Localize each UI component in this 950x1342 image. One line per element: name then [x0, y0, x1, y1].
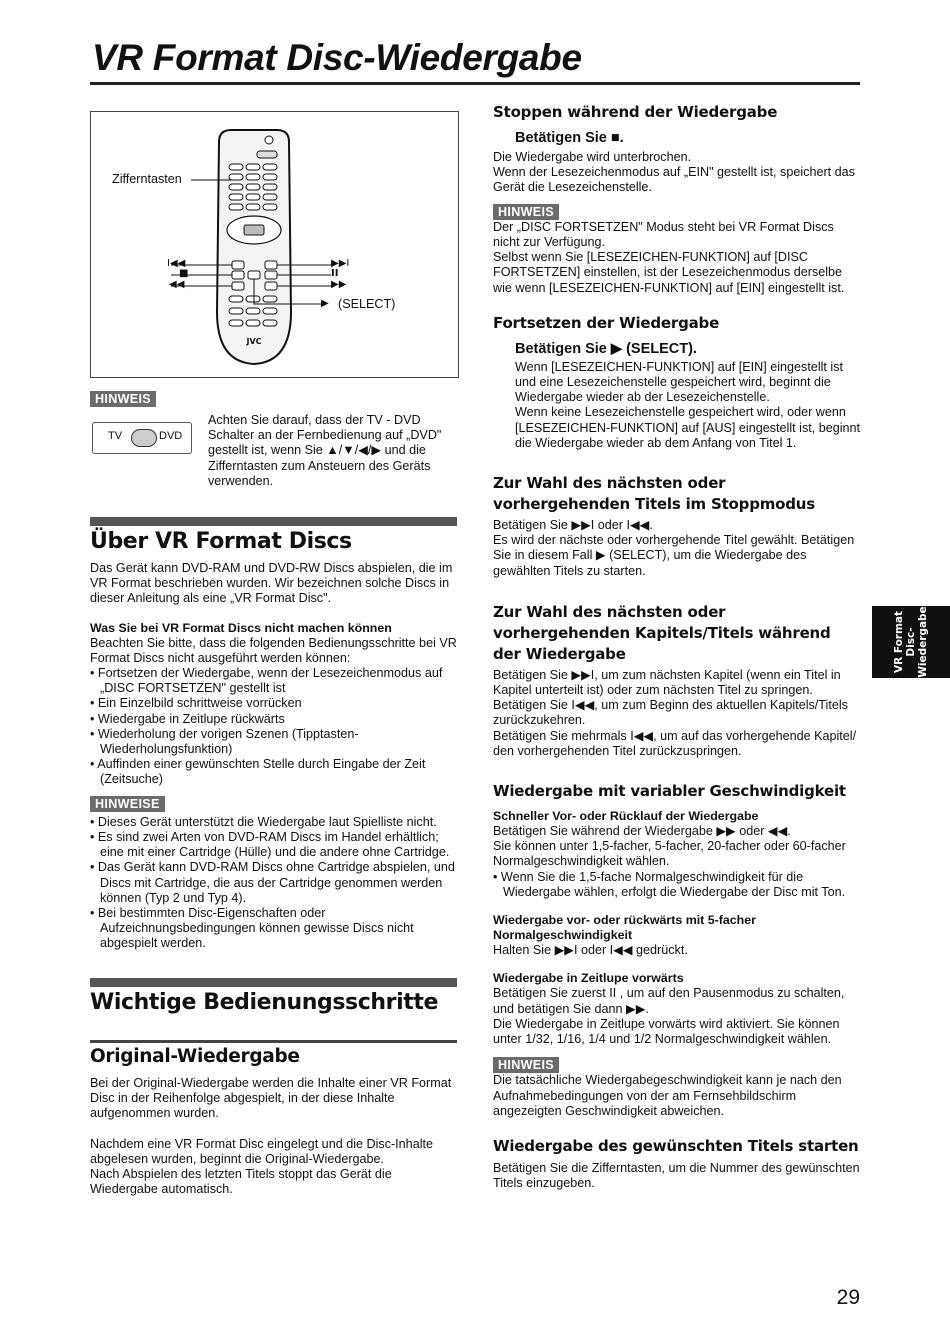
list-item: • Wiedergabe in Zeitlupe rückwärts — [90, 711, 285, 726]
remote-key — [246, 174, 260, 180]
page-title: VR Format Disc-Wiedergabe — [92, 37, 582, 78]
list-item: • Es sind zwei Arten von DVD-RAM Discs im Handel erhältlich; eine mit einer Cartridge (Hülle) und die andere ohne Cartridge. — [90, 830, 450, 860]
side-tab-line: VR Format — [893, 610, 905, 674]
side-tab — [872, 606, 950, 678]
paragraph: Wenn [LESEZEICHEN-FUNKTION] auf [EIN] eingestellt ist und eine Lesezeichenstelle gespeichert wird, beginnt die Wiedergabe wieder ab der Lesezeichenstelle. — [515, 359, 844, 405]
list-item: • Fortsetzen der Wiedergabe, wenn der Lesezeichenmodus auf „DISC FORTSETZEN" gestellt ist — [90, 666, 443, 696]
note-badge: HINWEIS — [90, 391, 156, 407]
transport-prev-button — [232, 261, 244, 269]
notes-badge: HINWEISE — [90, 796, 165, 812]
heading-variable-speed: Wiedergabe mit variabler Geschwindigkeit — [493, 782, 846, 801]
remote-key — [229, 296, 243, 302]
bullet: • Wenn Sie die 1,5-fache Normalgeschwindigkeit für die Wiedergabe wählen, erfolgt die Wiedergabe der Disc mit Ton. — [493, 869, 846, 899]
remote-figure — [90, 111, 459, 378]
transport-rew-button — [232, 282, 244, 290]
remote-key — [246, 296, 260, 302]
transport-next-button — [265, 261, 277, 269]
list-item: • Ein Einzelbild schrittweise vorrücken — [90, 696, 302, 711]
paragraph: Betätigen Sie die Zifferntasten, um die Nummer des gewünschten Titels einzugeben. — [493, 1160, 860, 1191]
transport-ff-button — [265, 282, 277, 290]
icon-stop: ■ — [179, 268, 189, 279]
note-text: Achten Sie darauf, dass der TV - DVD Schalter an der Fernbedienung auf „DVD" gestellt ist, wenn Sie ▲/▼/◀/▶ und die Zifferntasten zum Ansteuern des Geräts verwenden. — [208, 413, 442, 488]
paragraph: Betätigen Sie während der Wiedergabe ▶▶ oder ◀◀. — [493, 824, 791, 839]
section-title: Wichtige Bedienungsschritte — [90, 990, 438, 1015]
note-text: Selbst wenn Sie [LESEZEICHEN-FUNKTION] auf [DISC FORTSETZEN] einstellen, ist der Lesezeichenmodus derselbe wie wenn [LESEZEICHEN-FUNKTION] auf [EIN] eingestellt ist. — [493, 250, 845, 295]
paragraph: Betätigen Sie I◀◀, um zum Beginn des aktuellen Kapitels/Titels zurückzukehren. — [493, 698, 848, 728]
paragraph: Die Wiedergabe in Zeitlupe vorwärts wird aktiviert. Sie können unter 1/32, 1/16, 1/4 und 1/2 Normalgeschwindigkeit wählen. — [493, 1016, 840, 1046]
icon-pause: II — [331, 268, 339, 279]
paragraph: Bei der Original-Wiedergabe werden die Inhalte einer VR Format Disc in der Reihenfolge abgespielt, in der diese Inhalte aufgenommen wurden. — [90, 1076, 452, 1121]
remote-key — [246, 308, 260, 314]
limitations-list — [90, 666, 462, 788]
tv-dvd-switch — [257, 151, 277, 158]
subheading: Schneller Vor- oder Rücklauf der Wiedergabe — [493, 809, 759, 824]
paragraph: Die Wiedergabe wird unterbrochen. — [493, 150, 692, 164]
right-column — [493, 103, 863, 1191]
subheading-text: Beachten Sie bitte, dass die folgenden Bedienungsschritte bei VR Format Discs nicht ausgeführt werden können: — [90, 635, 457, 665]
list-item: • Dieses Gerät unterstützt die Wiedergabe laut Spielliste nicht. — [90, 814, 437, 829]
subsection-rule — [90, 1040, 457, 1043]
paragraph: Sie können unter 1,5-facher, 5-facher, 20-facher oder 60-facher Normalgeschwindigkeit wählen. — [493, 839, 846, 869]
subheading: Wiedergabe vor- oder rückwärts mit 5-facher Normalgeschwindigkeit — [493, 913, 756, 943]
remote-key — [246, 320, 260, 326]
subsection-title: Original-Wiedergabe — [90, 1046, 300, 1067]
transport-stop-button — [232, 271, 244, 279]
brand-logo: JVC — [246, 337, 262, 346]
remote-key — [229, 174, 243, 180]
remote-illustration — [91, 112, 458, 377]
subheading: Wiedergabe in Zeitlupe vorwärts — [493, 971, 684, 986]
transport-play-button — [248, 271, 260, 279]
side-tab-line: Disc- — [905, 627, 917, 657]
lower-keys — [229, 296, 277, 326]
section-bar — [90, 978, 457, 987]
remote-key — [229, 184, 243, 190]
icon-play: ▶ — [321, 298, 329, 309]
intro-text: Das Gerät kann DVD-RAM und DVD-RW Discs abspielen, die im VR Format beschrieben wurden. Wir bezeichnen solche Discs in dieser Anleitung als eine „VR Format Disc". — [90, 561, 453, 606]
remote-key — [246, 184, 260, 190]
paragraph: Es wird der nächste oder vorhergehende Titel gewählt. Betätigen Sie in diesem Fall ▶ (SELECT), um die Wiedergabe des gewählten Titels zu starten. — [493, 533, 855, 578]
label-select: (SELECT) — [338, 297, 396, 311]
remote-key — [263, 308, 277, 314]
section-vr-format-body — [90, 561, 462, 952]
heading-select-play: Zur Wahl des nächsten oder vorhergehenden Kapitels/Titels während der Wiedergabe — [493, 602, 831, 663]
title-rule — [90, 82, 860, 85]
icon-ff: ▶▶ — [331, 279, 347, 290]
power-button — [265, 136, 273, 144]
note-tv-dvd — [90, 390, 460, 488]
remote-key — [229, 194, 243, 200]
tv-dvd-switch-diagram — [92, 422, 192, 454]
remote-key — [263, 194, 277, 200]
remote-key — [263, 296, 277, 302]
heading-resume: Fortsetzen der Wiedergabe — [493, 313, 720, 332]
paragraph: Betätigen Sie ▶▶I, um zum nächsten Kapitel (wenn ein Titel in Kapitel unterteilt ist) oder zum nächsten Titel zu springen. — [493, 667, 841, 698]
transport-pause-button — [265, 271, 277, 279]
remote-key — [263, 204, 277, 210]
paragraph: Wenn keine Lesezeichenstelle gespeichert wird, oder wenn [LESEZEICHEN-FUNKTION] auf [AUS] eingestellt ist, beginnt die Wiedergabe wieder ab dem Anfang von Titel 1. — [515, 405, 861, 450]
remote-key — [229, 308, 243, 314]
action-stop: Betätigen Sie ■. — [515, 130, 624, 146]
heading-select-stop: Zur Wahl des nächsten oder vorhergehenden Titels im Stoppmodus — [493, 474, 816, 514]
icon-next: ▶▶I — [331, 258, 350, 269]
subheading: Was Sie bei VR Format Discs nicht machen können — [90, 620, 392, 635]
side-tab-line: Wiedergabe — [917, 606, 929, 678]
section-bar — [90, 517, 457, 526]
original-playback-body — [90, 1076, 462, 1197]
enter-button — [244, 225, 264, 235]
icon-prev: I◀◀ — [167, 258, 186, 269]
note-text: Der „DISC FORTSETZEN" Modus steht bei VR Format Discs nicht zur Verfügung. — [493, 219, 834, 250]
switch-label-dvd: DVD — [159, 430, 183, 442]
heading-desired-title: Wiedergabe des gewünschten Titels starten — [493, 1136, 859, 1155]
paragraph: Betätigen Sie mehrmals I◀◀, um auf das vorhergehende Kapitel/ den vorhergehenden Titel zurückzuspringen. — [493, 728, 857, 758]
page-number: 29 — [836, 1286, 860, 1309]
remote-key — [263, 184, 277, 190]
heading-stop: Stoppen während der Wiedergabe — [493, 103, 778, 121]
list-item: • Das Gerät kann DVD-RAM Discs ohne Cartridge abspielen, und Discs mit Cartridge, die aus der Cartridge genommen werden können (Typ 2 und Typ 4). — [90, 860, 455, 905]
list-item: • Wiederholung der vorigen Szenen (Tipptasten-Wiederholungsfunktion) — [90, 726, 359, 757]
note-badge: HINWEIS — [493, 1057, 559, 1073]
paragraph: Nach Abspielen des letzten Titels stoppt das Gerät die Wiedergabe automatisch. — [90, 1167, 392, 1197]
switch-slider — [131, 429, 157, 447]
remote-key — [229, 320, 243, 326]
remote-key — [263, 174, 277, 180]
paragraph: Wenn der Lesezeichenmodus auf „EIN" gestellt ist, speichert das Gerät die Lesezeichenstelle. — [493, 165, 855, 195]
paragraph: Nachdem eine VR Format Disc eingelegt und die Disc-Inhalte abgelesen wurden, beginnt die Original-Wiedergabe. — [90, 1136, 433, 1166]
paragraph: Halten Sie ▶▶I oder I◀◀ gedrückt. — [493, 943, 688, 958]
remote-key — [263, 164, 277, 170]
label-numkeys: Zifferntasten — [112, 172, 182, 186]
list-item: • Auffinden einer gewünschten Stelle durch Eingabe der Zeit (Zeitsuche) — [90, 757, 426, 787]
switch-label-tv: TV — [108, 430, 123, 442]
notes-list — [90, 815, 462, 952]
remote-key — [263, 320, 277, 326]
note-text: Die tatsächliche Wiedergabegeschwindigkeit kann je nach den Aufnahmebedingungen von der am Fernsehbildschirm angezeigten Geschwindigkeit abweichen. — [493, 1073, 842, 1118]
remote-key — [229, 164, 243, 170]
icon-rew: ◀◀ — [169, 279, 185, 290]
list-item: • Bei bestimmten Disc-Eigenschaften oder Aufzeichnungsbedingungen können gewisse Discs nicht abgespielt werden. — [90, 906, 414, 951]
action-resume: Betätigen Sie ▶ (SELECT). — [515, 340, 697, 357]
remote-key — [246, 164, 260, 170]
paragraph: Betätigen Sie ▶▶I oder I◀◀. — [493, 518, 653, 533]
remote-key — [229, 204, 243, 210]
section-title: Über VR Format Discs — [90, 529, 352, 554]
remote-key — [246, 204, 260, 210]
remote-key — [246, 194, 260, 200]
note-badge: HINWEIS — [493, 204, 559, 220]
paragraph: Betätigen Sie zuerst II , um auf den Pausenmodus zu schalten, und betätigen Sie dann ▶▶. — [493, 986, 845, 1016]
